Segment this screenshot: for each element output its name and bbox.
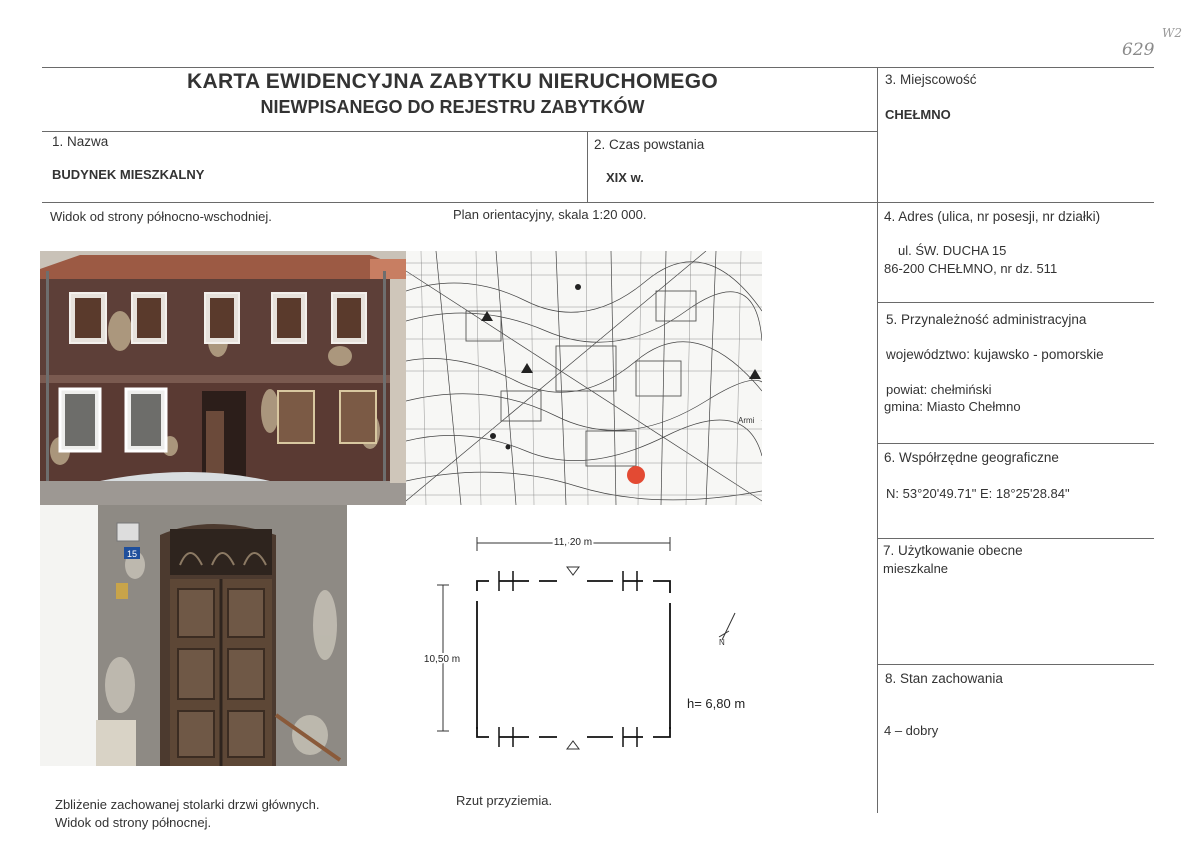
plan-depth-label: 10,50 m [423,654,461,665]
place-value: CHEŁMNO [885,107,951,122]
door-caption-line2: Widok od strony północnej. [55,815,212,830]
door-photo [40,505,347,766]
condition-label: 8. Stan zachowania [885,671,1003,686]
rule-coords [877,538,1154,539]
coords-label: 6. Współrzędne geograficzne [884,450,1059,465]
usage-label: 7. Użytkowanie obecne [883,543,1023,558]
date-value: XIX w. [606,170,644,185]
admin-commune: gmina: Miasto Chełmno [884,399,1021,414]
north-arrow-label: N [719,638,725,647]
house-number-sign: 15 [126,549,138,559]
date-label: 2. Czas powstania [594,137,705,152]
building-facade-photo [40,251,406,505]
title-bottom-rule [42,131,877,132]
fields-bottom-rule [42,202,1154,203]
corner-note: W2 [1162,26,1182,40]
condition-value: 4 – dobry [884,723,939,738]
place-label: 3. Miejscowość [885,72,977,87]
admin-county: powiat: chełmiński [886,382,992,397]
page-number: 629 [1122,40,1155,60]
address-label: 4. Adres (ulica, nr posesji, nr działki) [884,209,1101,224]
photo-caption: Widok od strony północno-wschodniej. [50,209,272,224]
rule-usage [877,664,1154,665]
map-street-label: Armi [738,416,755,425]
plan-caption: Rzut przyziemia. [456,793,553,808]
rule-address [877,302,1154,303]
plan-width-label: 11, 20 m [553,537,593,548]
name-value: BUDYNEK MIESZKALNY [52,167,205,182]
plan-height-label: h= 6,80 m [687,696,746,711]
card-title-line2: NIEWPISANEGO DO REJESTRU ZABYTKÓW [260,97,645,117]
coords-value: N: 53°20'49.71" E: 18°25'28.84" [886,486,1070,501]
usage-value: mieszkalne [883,561,949,576]
name-date-divider [587,131,588,202]
map-caption: Plan orientacyjny, skala 1:20 000. [453,207,647,222]
card-title-line1: KARTA EWIDENCYJNA ZABYTKU NIERUCHOMEGO [187,70,718,93]
orientation-map [406,251,762,505]
name-label: 1. Nazwa [52,134,109,149]
admin-label: 5. Przynależność administracyjna [886,312,1087,327]
address-line2: 86-200 CHEŁMNO, nr dz. 511 [884,261,1058,276]
address-line1: ul. ŚW. DUCHA 15 [898,243,1007,258]
top-rule [42,67,1154,68]
right-column-divider [877,67,878,813]
location-marker [627,466,645,484]
rule-admin [877,443,1154,444]
admin-voivodeship: województwo: kujawsko - pomorskie [886,347,1104,362]
door-caption-line1: Zbliżenie zachowanej stolarki drzwi głównych. [55,797,320,812]
ground-floor-plan [347,505,762,766]
